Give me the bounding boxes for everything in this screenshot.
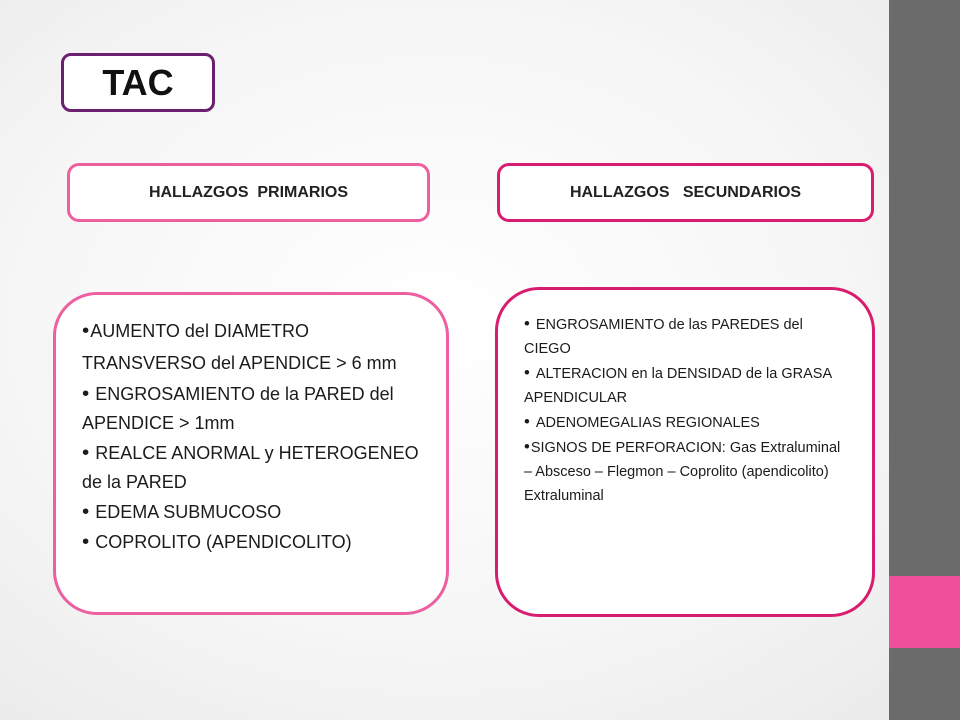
primary-findings-header: HALLAZGOS PRIMARIOS [67, 163, 430, 222]
list-item: • ENGROSAMIENTO de la PARED del APENDICE > 1mm [82, 382, 394, 433]
list-item: • COPROLITO (APENDICOLITO) [82, 530, 352, 553]
slide-title-box [61, 53, 215, 112]
list-item: • EDEMA SUBMUCOSO [82, 500, 282, 523]
list-item: • ENGROSAMIENTO de las PAREDES del CIEGO [524, 314, 803, 357]
bullet-icon: • [82, 530, 90, 553]
primary-findings-box [53, 292, 449, 615]
bullet-icon: • [524, 437, 530, 456]
bullet-icon: • [82, 319, 90, 342]
secondary-findings-header: HALLAZGOS SECUNDARIOS [497, 163, 874, 222]
secondary-findings-list [524, 312, 850, 508]
list-item: • ALTERACION en la DENSIDAD de la GRASA APENDICULAR [524, 363, 832, 406]
bullet-icon: • [524, 363, 530, 382]
list-item: •SIGNOS DE PERFORACION: Gas Extraluminal – Absceso – Flegmon – Coprolito (apendicolito) Extraluminal [524, 437, 841, 504]
list-item: • ADENOMEGALIAS REGIONALES [524, 412, 760, 431]
bullet-icon: • [524, 314, 530, 333]
bullet-icon: • [524, 412, 530, 431]
list-item: •AUMENTO del DIAMETRO TRANSVERSO del APENDICE > 6 mm [82, 319, 397, 373]
slide-title: TAC [102, 61, 174, 103]
bullet-icon: • [82, 500, 90, 523]
list-item: • REALCE ANORMAL y HETEROGENEO de la PARED [82, 441, 419, 492]
primary-findings-list [82, 315, 424, 557]
bullet-icon: • [82, 441, 90, 464]
bullet-icon: • [82, 382, 90, 405]
secondary-findings-box [495, 287, 875, 617]
decorative-sidebar-accent [889, 576, 960, 648]
